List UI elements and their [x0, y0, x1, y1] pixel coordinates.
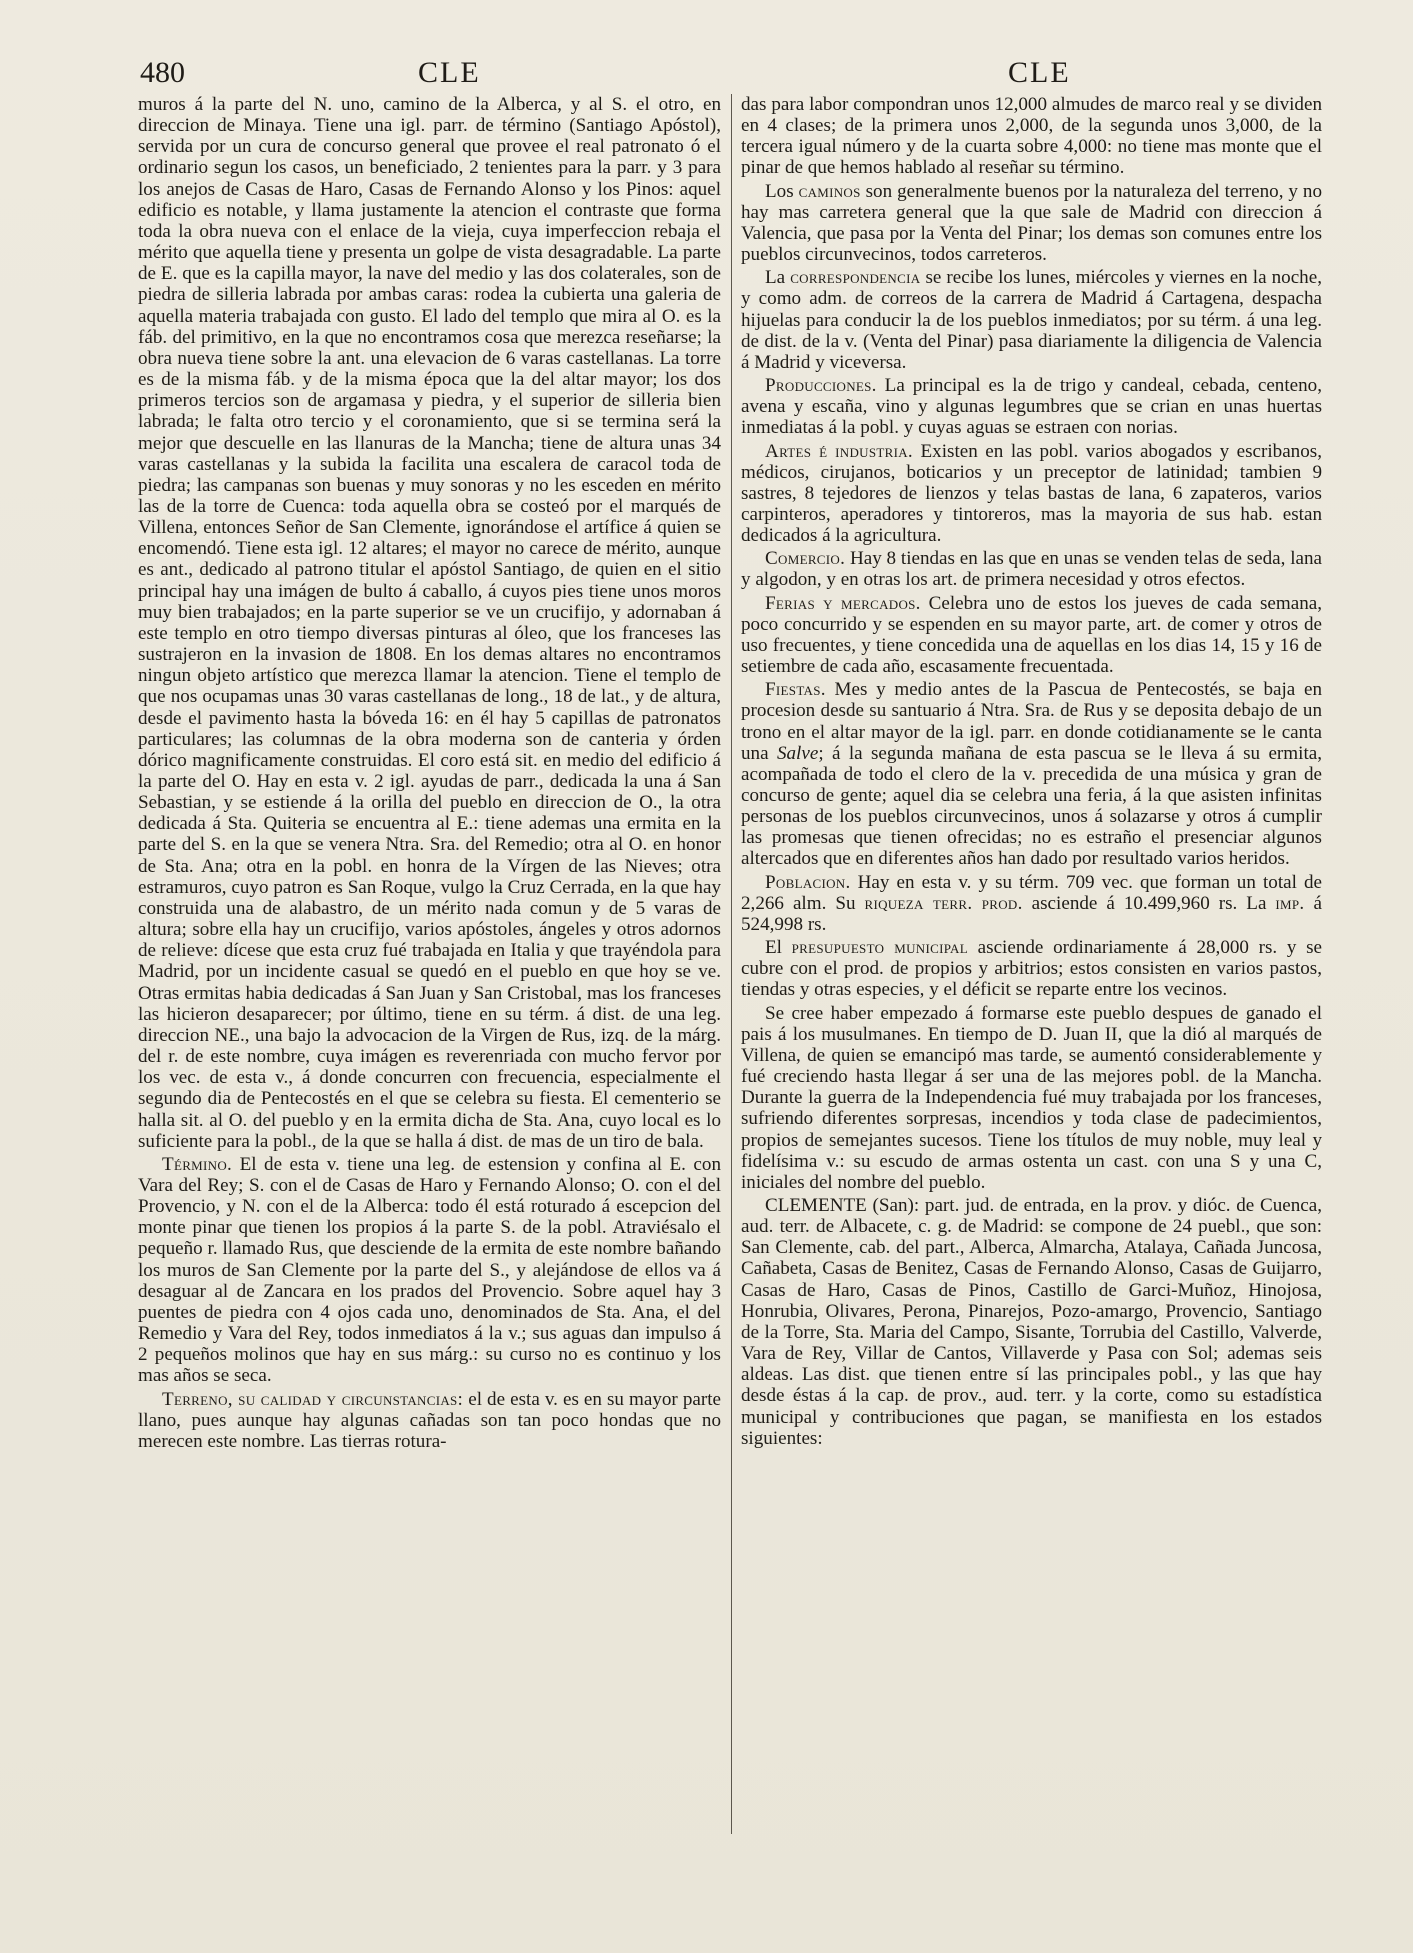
paragraph-comercio-text: Hay 8 tiendas en las que en unas se venden telas de seda, lana y algodon, y en otras los art. de primera necesidad y otros efectos. [741, 548, 1322, 591]
right-column [741, 94, 1322, 1924]
paragraph-termino-text: El de esta v. tiene una leg. de estension y confina al E. con Vara del Rey; S. con el de Casas de Haro y Fernando Alonso; O. con el del Provencio, y N. con el de la Alberca: todo él está roturado á escepcion del monte pinar que tienen los propios á la parte S. de la pobl. Atraviésalo el pequeño r. llamado Rus, que desciende de la ermita de este nombre bañando los muros de San Clemente por la parte del S., y alejándose de ellos va á desaguar al de Zancara en los prados del Provencio. Sobre aquel hay 3 puentes de piedra con 4 ojos cada uno, denominados de Sta. Ana, el del Remedio y Vara del Rey, todos inmediatos á la v.; sus aguas dan impulso á 2 pequeños molinos que hay en sus márg.: su curso no es continuo y los mas años se seca. [138, 1153, 721, 1387]
paragraph-caminos-lead: Los [765, 180, 794, 202]
paragraph-presupuesto [741, 937, 1322, 1000]
section-head-correspondencia: correspondencia [790, 267, 921, 289]
section-head-termino: Término. [162, 1153, 233, 1175]
paragraph-correspondencia [741, 267, 1322, 373]
section-head-poblacion: Poblacion. [765, 871, 851, 893]
paragraph-tierras: das para labor compondran unos 12,000 almudes de marco real y se dividen en 4 clases; de la primera unos 2,000, de la segunda unos 3,000, de la tercera igual número y de la cuarta sobre 4,000: no tiene mas monte que el pinar de que hemos hablado al reseñar su término. [741, 94, 1322, 179]
paragraph-fiestas-text-b: ; á la segunda mañana de esta pascua se le lleva á su ermita, acompañada de todo el clero de la v. precedida de una música y gran de concurso de gente; aquel dia se celebra una feria, á la que asisten infinitas personas de los pueblos circunvecinos, unos á solazarse y otros á cumplir las promesas que tienen ofrecidas; no es estraño el presenciar algunos altercados que en diferentes años han dado por resultado varios heridos. [741, 742, 1322, 870]
paragraph-partido [741, 1195, 1322, 1449]
imp-term: imp. [1275, 892, 1305, 914]
riqueza-term: riqueza terr. prod. [864, 892, 1023, 914]
section-head-terreno: Terreno, su calidad y circunstancias: [162, 1388, 464, 1410]
paragraph-partido-text: part. jud. de entrada, en la prov. y dióc. de Cuenca, aud. terr. de Albacete, c. g. de Madrid: se compone de 24 puebl., que son: San Clemente, cab. del part., Alberca, Almarcha, Atalaya, Cañada Juncosa, Cañabeta, Casas de Benitez, Casas de Fernando Alonso, Casas de Guijarro, Casas de Haro, Casas de Pinos, Castillo de Garci-Muñoz, Hinojosa, Honrubia, Olivares, Perona, Pinarejos, Pozo-amargo, Provencio, Santiago de la Torre, Sta. Maria del Campo, Sisante, Torrubia del Castillo, Valverde, Vara de Rey, Villar de Cantos, Villaverde y Pasa con Sol; ademas seis aldeas. Las dist. que tienen entre sí las principales pobl., y las que hay desde éstas á la cap. de prov., aud. terr. y la corte, como su estadística municipal y contribuciones que pagan, se manifiesta en los estados siguientes: [741, 1194, 1322, 1449]
paragraph-presupuesto-text: asciende ordinariamente á 28,000 rs. y se cubre con el prod. de propios y arbitrios; estos consisten en varios pastos, tiendas y otras especies, y el déficit se reparte entre los vecinos. [741, 937, 1322, 1001]
section-head-presupuesto: presupuesto municipal [791, 937, 968, 959]
section-head-producciones: Producciones. [765, 375, 877, 397]
paragraph-poblacion-text-a: Hay en esta v. y su térm. 709 vec. que forman un total de 2,266 alm. Su [741, 871, 1322, 914]
salve-word: Salve [776, 742, 819, 764]
paragraph-poblacion-text-c: á 524,998 rs. [741, 892, 1322, 935]
paragraph-presupuesto-lead: El [765, 937, 782, 959]
section-head-caminos: caminos [798, 180, 861, 202]
running-head-left: CLE [418, 56, 481, 89]
paragraph-correspondencia-lead: La [765, 267, 786, 289]
paragraph-poblacion-text-b: asciende á 10.499,960 rs. La [1031, 892, 1267, 914]
page-number: 480 [140, 56, 185, 89]
paragraph-comercio [741, 548, 1322, 590]
paragraph-fiestas [741, 679, 1322, 869]
paragraph-poblacion [741, 872, 1322, 935]
page-header [138, 52, 1288, 94]
paragraph-ferias [741, 593, 1322, 678]
section-head-artes: Artes é industria. [765, 440, 913, 462]
paragraph-artes-text: Existen en las pobl. varios abogados y escribanos, médicos, cirujanos, boticarios y un preceptor de latinidad; tambien 9 sastres, 8 tejedores de lienzos y telas bastas de lana, 6 zapateros, varios carpinteros, aperadores y tintoreros, mas la mayoria de sus hab. estan dedicados á la agricultura. [741, 440, 1322, 547]
paragraph-correspondencia-text: se recibe los lunes, miércoles y viernes en la noche, y como adm. de correos de la carrera de Madrid á Cartagena, despacha hijuelas para conducir la de los pueblos inmediatos; por su térm. á una leg. de dist. de la v. (Venta del Pinar) pasa diariamente la diligencia de Valencia á Madrid y viceversa. [741, 267, 1322, 373]
paragraph-termino [138, 1154, 721, 1387]
paragraph-terreno [138, 1389, 721, 1452]
left-column [138, 94, 721, 1924]
paragraph-terreno-text: el de esta v. es en su mayor parte llano, pues aunque hay algunas cañadas son tan poco hondas que no merecen este nombre. Las tierras rotura- [138, 1388, 721, 1452]
paragraph-producciones [741, 375, 1322, 438]
paragraph-caminos-text: son generalmente buenos por la naturaleza del terreno, y no hay mas carretera general que la que sale de Madrid con direccion á Valencia, que pasa por la Venta del Pinar; los demas son comunes entre los pueblos circunvecinos, todos carreteros. [741, 180, 1322, 266]
entry-head-clemente: CLEMENTE (San): [765, 1194, 920, 1216]
running-head-right: CLE [1008, 56, 1071, 89]
paragraph-artes [741, 441, 1322, 547]
paragraph-fiestas-text-a: Mes y medio antes de la Pascua de Pentecostés, se baja en procesion desde su santuario á Ntra. Sra. de Rus y se deposita debajo de un trono en el altar mayor de la igl. parr. en donde cotidianamente se le canta una [741, 679, 1322, 764]
section-head-comercio: Comercio. [765, 548, 846, 570]
paragraph-producciones-text: La principal es la de trigo y candeal, cebada, centeno, avena y escaña, vino y algunas legumbres que se crian en unas huertas inmediatas á la pobl. y cuyas aguas se estraen con norias. [741, 375, 1322, 439]
section-head-ferias: Ferias y mercados. [765, 592, 921, 614]
column-divider [731, 94, 732, 1834]
paragraph-church: muros á la parte del N. uno, camino de la Alberca, y al S. el otro, en direccion de Minaya. Tiene una igl. parr. de término (Santiago Apóstol), servida por un cura de concurso general que provee el real patronato ó el ordinario segun los casos, un beneficiado, 2 tenientes para la parr. y 3 para los anejos de Casas de Haro, Casas de Fernando Alonso y los Pinos: aquel edificio es notable, y llama justamente la atencion el contraste que forma toda la obra nueva con el enlace de la vieja, cuya imperfeccion rebaja el mérito que aquella tiene y presenta un golpe de vista desagradable. La parte de E. que es la capilla mayor, la nave del medio y las dos colaterales, son de piedra de silleria labrada por ambas caras: rodea la cubierta una galeria de aquella materia trabajada con gusto. El lado del templo que mira al O. es la fáb. del primitivo, en la que no encontramos cosa que merezca reseñarse; la obra nueva tiene sobre la ant. una elevacion de 6 varas castellanas. La torre es de la misma fáb. y de la misma época que la del altar mayor; los dos primeros tercios son de argamasa y piedra, y el superior de silleria bien labrada; le falta otro tercio y el coronamiento, que si se termina será la mejor que descuelle en las llanuras de la Mancha; tiene de altura unas 34 varas castellanas y la subida la facilita una escalera de caracol toda de piedra; las campanas son buenas y muy sonoras y no les esceden en mérito las de la torre de Cuenca: toda aquella obra se costeó por el marqués de Villena, entonces Señor de San Clemente, ignorándose el artífice á quien se encomendó. Tiene esta igl. 12 altares; el mayor no carece de mérito, aunque es ant., dedicado al patrono titular el apóstol Santiago, de quien en el sitio principal hay una imágen de bulto á caballo, á cuyos pies tiene unos moros muy bien trabajados; en la parte superior se ve un crucifijo, y adornaban á este templo en otro tiempo diversas pinturas al óleo, que los franceses las sustrajeron en la invasion de 1808. En los demas altares no encontramos ningun objeto artístico que merezca llamar la atencion. Tiene el templo de que nos ocupamas unas 30 varas castellanas de long., 18 de lat., y de altura, desde el pavimento hasta la bóveda 16: en él hay 5 capillas de patronatos particulares; las columnas de la obra moderna son de canteria y órden dórico magnificamente construidas. El coro está sit. en medio del edificio á la parte del O. Hay en esta v. 2 igl. ayudas de parr., dedicada la una á San Sebastian, y se estiende á la orilla del pueblo en direccion de O., la otra dedicada á Sta. Quiteria se encuentra al E.: tiene ademas una ermita en la parte del S. en la que se venera Ntra. Sra. del Remedio; otra al O. en honor de Sta. Ana; otra en la pobl. en honra de la Vírgen de las Nieves; otra estramuros, cuyo patron es San Roque, vulgo la Cruz Cerrada, en la que hay construida una de alabastro, de un mérito nada comun y de 5 varas de altura; sobre ella hay un crucifijo, varios apóstoles, ángeles y otros adornos de relieve: dícese que esta cruz fué trabajada en Italia y que trayéndola para Madrid, por un incidente casual se quedó en el pueblo en que hoy se ve. Otras ermitas habia dedicadas á San Juan y San Cristobal, mas los franceses las hicieron desaparecer; por último, tiene en su térm. á dist. de una leg. direccion NE., una bajo la advocacion de la Virgen de Rus, izq. de la márg. del r. de este nombre, cuya imágen es reverenriada con mucho fervor por los vec. de esta v., á donde concurren con frecuencia, especialmente el segundo dia de Pentecostés en el que se celebra su fiesta. El cementerio se halla sit. al O. del pueblo y en la ermita dicha de Sta. Ana, cuyo local es lo suficiente para la pobl., de la que se halla á dist. de mas de un tiro de bala. [138, 94, 721, 1152]
section-head-fiestas: Fiestas. [765, 679, 826, 701]
paragraph-historia: Se cree haber empezado á formarse este pueblo despues de ganado el pais á los musulmanes. En tiempo de D. Juan II, que la dió al marqués de Villena, de quien se emancipó mas tarde, se aumentó considerablemente y fué creciendo hasta llegar á ser una de las mejores pobl. de la Mancha. Durante la guerra de la Independencia fué muy trabajada por los franceses, sufriendo diferentes sorpresas, incendios y toda clase de padecimientos, propios de semejantes sucesos. Tiene los títulos de muy noble, muy leal y fidelísima v.: su escudo de armas ostenta un cast. con una S y una C, iniciales del nombre del pueblo. [741, 1002, 1322, 1193]
paragraph-caminos [741, 181, 1322, 266]
paragraph-ferias-text: Celebra uno de estos los jueves de cada semana, poco concurrido y se espenden en su mayor parte, art. de comer y otros de uso frecuentes, y tiene concedida una de aquellas en los dias 14, 15 y 16 de setiembre de cada año, escasamente frecuentada. [741, 592, 1322, 678]
